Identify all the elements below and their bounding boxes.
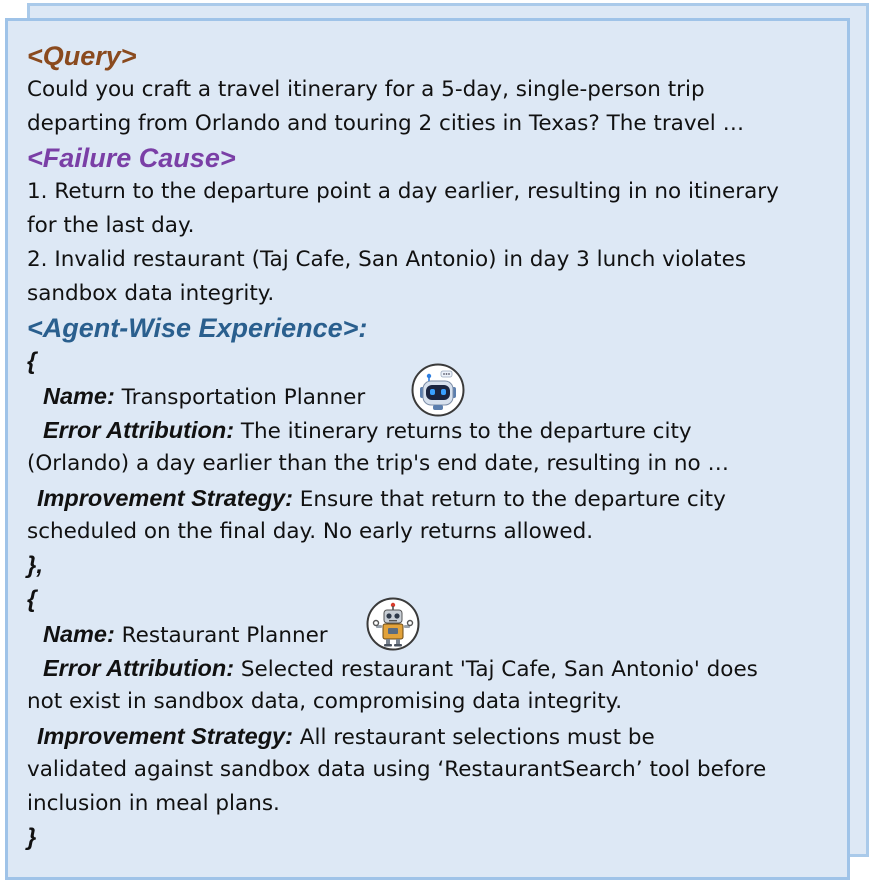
agent-1-error-line-2: (Orlando) a day earlier than the trip's end date, resulting in no … [27, 451, 730, 476]
agent-1-strategy-text: Ensure that return to the departure city [292, 487, 726, 512]
agent-2-error-line-2: not exist in sandbox data, compromising data integrity. [27, 689, 623, 714]
card-content [27, 39, 837, 855]
agent-2-error-row [27, 651, 837, 685]
error-attribution-label: Error Attribution: [43, 655, 235, 681]
agent-wise-heading: <Agent-Wise Experience>: [27, 313, 368, 343]
improvement-strategy-label: Improvement Strategy: [37, 723, 293, 749]
failure-cause-heading: <Failure Cause> [27, 143, 236, 173]
agent-1-error-text: The itinerary returns to the departure city [234, 419, 692, 444]
agent-1-strategy-row [27, 481, 837, 515]
agent-2-name-row [27, 617, 837, 651]
failure-cause-line-2: for the last day. [27, 213, 195, 238]
agent-1-strategy-line-2: scheduled on the final day. No early returns allowed. [27, 519, 594, 544]
close-brace-1: }, [27, 552, 44, 579]
agent-1-name: Transportation Planner [114, 385, 366, 410]
name-label: Name: [43, 621, 115, 647]
agent-2-strategy-line-2: validated against sandbox data using ‘RestaurantSearch’ tool before [27, 757, 767, 782]
agent-2-name: Restaurant Planner [114, 623, 328, 648]
failure-cause-line-3: 2. Invalid restaurant (Taj Cafe, San Antonio) in day 3 lunch violates [27, 247, 747, 272]
failure-cause-line-1: 1. Return to the departure point a day earlier, resulting in no itinerary [27, 179, 779, 204]
agent-2-strategy-text: All restaurant selections must be [292, 725, 655, 750]
agent-1-error-row [27, 413, 837, 447]
open-brace-2: { [27, 586, 37, 613]
query-line-2: departing from Orlando and touring 2 cities in Texas? The travel … [27, 111, 745, 136]
error-attribution-label: Error Attribution: [43, 417, 235, 443]
query-heading: <Query> [27, 41, 137, 71]
query-line-1: Could you craft a travel itinerary for a 5-day, single-person trip [27, 77, 705, 102]
improvement-strategy-label: Improvement Strategy: [37, 485, 293, 511]
agent-2-error-text: Selected restaurant 'Taj Cafe, San Antonio' does [234, 657, 758, 682]
agent-2-strategy-line-3: inclusion in meal plans. [27, 791, 280, 816]
robot-head-icon [411, 363, 465, 417]
name-label: Name: [43, 383, 115, 409]
agent-2-strategy-row [27, 719, 837, 753]
failure-cause-line-4: sandbox data integrity. [27, 281, 275, 306]
robot-full-icon [366, 597, 420, 651]
open-brace-1: { [27, 348, 37, 375]
close-brace-2: } [27, 824, 37, 851]
